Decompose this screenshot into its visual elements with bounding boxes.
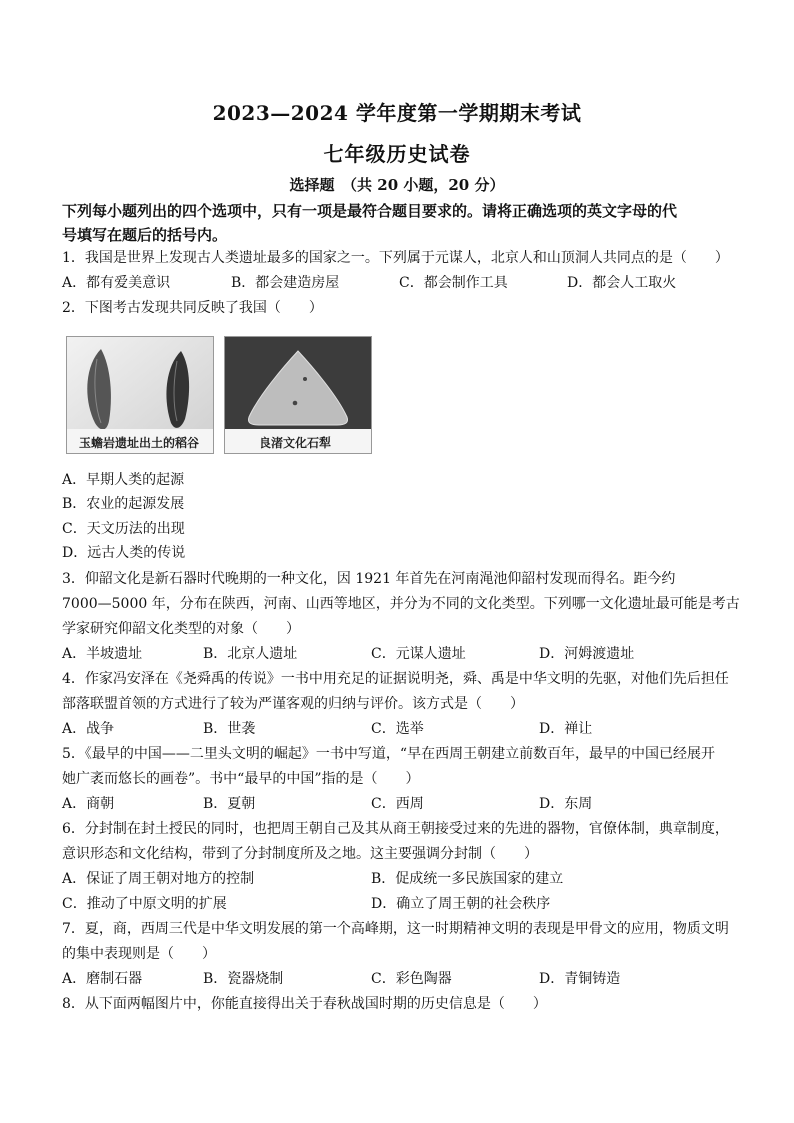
section-instruction-line2: 号填写在题后的括号内。	[62, 226, 228, 244]
rice-grains-photo	[66, 336, 214, 454]
question-5-stem-line1: 5．《最早的中国——二里头文明的崛起》一书中写道，“早在西周王朝建立前数百年，最早的中国已经展开	[62, 746, 716, 762]
question-3-option-d: D．河姆渡遗址	[539, 646, 635, 662]
question-3-option-b: B．北京人遗址	[203, 646, 298, 662]
question-6-option-b: B．促成统一多民族国家的建立	[371, 871, 564, 887]
question-5-option-d: D．东周	[539, 796, 593, 812]
question-7-stem-line1: 7．夏，商，西周三代是中华文明发展的第一个高峰期，这一时期精神文明的表现是甲骨文的应用，物质文明	[62, 921, 729, 937]
section-instruction-line1: 下列每小题列出的四个选项中，只有一项是最符合题目要求的。请将正确选项的英文字母的代	[62, 202, 678, 220]
question-7-stem-line2: 的集中表现则是（ ）	[62, 946, 216, 962]
question-4-option-a: A．战争	[62, 721, 115, 737]
exam-subtitle: 七年级历史试卷	[323, 142, 471, 166]
stone-plough-photo	[224, 336, 372, 454]
exam-title: 2023—2024 学年度第一学期期末考试	[212, 101, 582, 125]
question-2-option-a: A．早期人类的起源	[62, 472, 185, 488]
section-heading: 选择题 （共 20 小题，20 分）	[289, 176, 505, 194]
question-5-option-c: C．西周	[371, 796, 424, 812]
question-4-option-c: C．选举	[371, 721, 424, 737]
question-2-option-b: B．农业的起源发展	[62, 496, 185, 512]
question-1-option-c: C．都会制作工具	[399, 275, 508, 291]
question-4-option-b: B．世袭	[203, 721, 256, 737]
question-3-stem-line1: 3．仰韶文化是新石器时代晚期的一种文化，因 1921 年首先在河南渑池仰韶村发现而得名。距今约	[62, 571, 676, 587]
question-5-option-b: B．夏朝	[203, 796, 256, 812]
question-4-stem-line1: 4．作家冯安泽在《尧舜禹的传说》一书中用充足的证据说明尧，舜、禹是中华文明的先驱，对他们先后担任	[62, 671, 729, 687]
question-1-option-b: B．都会建造房屋	[231, 275, 340, 291]
question-5-stem-line2: 她广袤而悠长的画卷”。书中“最早的中国”指的是（ ）	[62, 771, 420, 787]
question-2-stem: 2．下图考古发现共同反映了我国（ ）	[62, 300, 323, 316]
question-4-option-d: D．禅让	[539, 721, 593, 737]
stone-plough-caption: 良渚文化石犁	[259, 436, 332, 450]
question-1-stem: 1．我国是世界上发现古人类遗址最多的国家之一。下列属于元谋人，北京人和山顶洞人共同点的是（ ）	[62, 250, 729, 266]
question-7-option-a: A．磨制石器	[62, 971, 143, 987]
rice-grains-caption: 玉蟾岩遗址出土的稻谷	[79, 436, 200, 450]
question-3-option-c: C．元谋人遗址	[371, 646, 466, 662]
question-1-option-a: A．都有爱美意识	[62, 275, 171, 291]
question-7-option-d: D．青铜铸造	[539, 971, 621, 987]
question-8-stem: 8．从下面两幅图片中，你能直接得出关于春秋战国时期的历史信息是（ ）	[62, 996, 547, 1012]
question-4-stem-line2: 部落联盟首领的方式进行了较为严谨客观的归纳与评价。该方式是（ ）	[62, 696, 524, 712]
question-3-stem-line3: 学家研究仰韶文化类型的对象（ ）	[62, 621, 300, 637]
question-6-option-a: A．保证了周王朝对地方的控制	[62, 871, 255, 887]
question-3-stem-line2: 7000—5000 年，分布在陕西，河南、山西等地区，并分为不同的文化类型。下列哪一文化遗址最可能是考古	[62, 596, 740, 612]
question-2-option-d: D．远古人类的传说	[62, 545, 186, 561]
question-6-option-d: D．确立了周王朝的社会秩序	[371, 896, 551, 912]
question-3-option-a: A．半坡遗址	[62, 646, 143, 662]
question-5-option-a: A．商朝	[62, 796, 115, 812]
question-6-stem-line1: 6．分封制在封土授民的同时，也把周王朝自己及其从商王朝接受过来的先进的器物，官僚体制，典章制度，	[62, 821, 729, 837]
question-7-option-c: C．彩色陶器	[371, 971, 452, 987]
question-6-option-c: C．推动了中原文明的扩展	[62, 896, 227, 912]
question-7-option-b: B．瓷器烧制	[203, 971, 284, 987]
question-1-option-d: D．都会人工取火	[567, 275, 677, 291]
question-2-option-c: C．天文历法的出现	[62, 521, 185, 537]
question-6-stem-line2: 意识形态和文化结构，带到了分封制度所及之地。这主要强调分封制（ ）	[62, 846, 538, 862]
